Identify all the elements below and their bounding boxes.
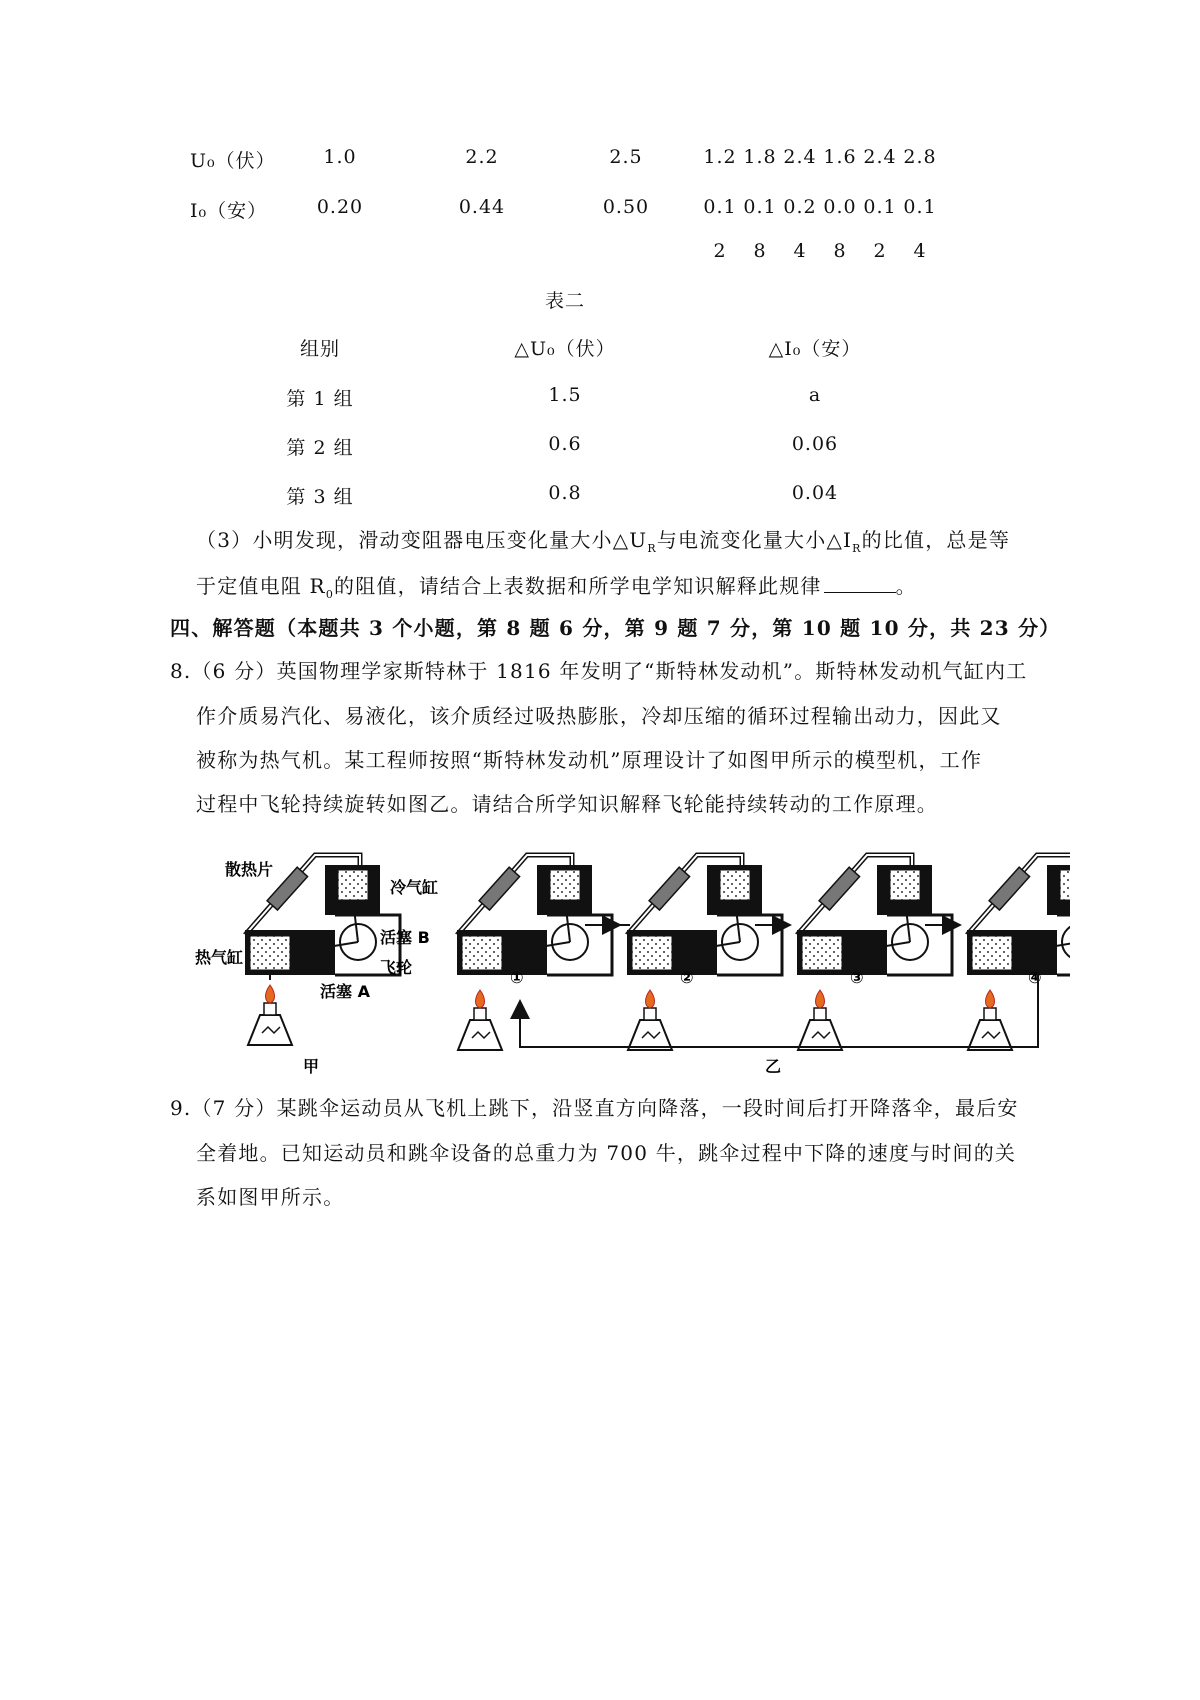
table2-cell: 第 3 组 <box>286 486 354 508</box>
table2-cell: 0.6 <box>548 433 582 455</box>
table2-header: △I₀（安） <box>768 338 862 360</box>
label-radiator: 散热片 <box>225 860 274 879</box>
diagram-step-4 <box>967 855 1070 1050</box>
row-u-extra: 2.4 <box>783 146 817 168</box>
table2-cell: a <box>808 384 822 406</box>
q3-line2: 于定值电阻 $R_0$的阻值，请结合上表数据和所学电学知识解释此规律 。 <box>196 574 917 601</box>
row-i-extra: 0.2 <box>783 196 817 218</box>
step-label: ④ <box>1028 968 1042 987</box>
row-u-cell: 1.0 <box>323 146 357 168</box>
table2-title: 表二 <box>544 290 585 312</box>
table2-cell: 0.04 <box>791 482 839 504</box>
label-flywheel: 飞轮 <box>380 958 413 977</box>
row-u-cell: 2.2 <box>465 146 499 168</box>
stirling-engine-figure <box>190 825 1070 1085</box>
diagram-step-1 <box>457 855 612 1050</box>
row-i-extra-wrap: 8 <box>833 240 847 262</box>
row-i-extra-wrap: 8 <box>753 240 767 262</box>
label-piston-a: 活塞 A <box>320 982 370 1001</box>
row-i-extra-wrap: 2 <box>873 240 887 262</box>
step-label: ① <box>510 968 524 987</box>
label-hot-cylinder: 热气缸 <box>195 948 244 967</box>
step-label: ② <box>680 968 694 987</box>
q9-line: 系如图甲所示。 <box>196 1185 345 1209</box>
row-u-extra: 1.6 <box>823 146 857 168</box>
q8-line: 8.（6 分）英国物理学家斯特林于 1816 年发明了“斯特林发动机”。斯特林发动机气缸内工 <box>170 659 1028 683</box>
row-u-extra: 1.2 <box>703 146 737 168</box>
label-cold-cylinder: 冷气缸 <box>390 878 439 897</box>
row-i-extra-wrap: 4 <box>793 240 807 262</box>
caption-jia: 甲 <box>303 1057 320 1076</box>
step-label: ③ <box>850 968 864 987</box>
caption-yi: 乙 <box>765 1057 782 1076</box>
q9-line: 全着地。已知运动员和跳伞设备的总重力为 700 牛，跳伞过程中下降的速度与时间的关 <box>196 1141 1017 1165</box>
row-i-label: I₀（安） <box>190 200 268 222</box>
row-i-cell: 0.20 <box>316 196 364 218</box>
section-heading: 四、解答题（本题共 3 个小题，第 8 题 6 分，第 9 题 7 分，第 10 题 10 分，共 23 分） <box>170 616 1061 640</box>
row-i-cell: 0.44 <box>458 196 506 218</box>
table2-cell: 0.8 <box>548 482 582 504</box>
q3-line1: （3）小明发现，滑动变阻器电压变化量大小$\triangle U_R$与电流变化量大小$\triangle I_R$的比值，总是等 <box>196 528 1011 555</box>
table2-cell: 第 1 组 <box>286 388 354 410</box>
table2-cell: 0.06 <box>791 433 839 455</box>
table2-header: 组别 <box>299 338 340 360</box>
row-i-extra-wrap: 4 <box>913 240 927 262</box>
q9-line: 9.（7 分）某跳伞运动员从飞机上跳下，沿竖直方向降落，一段时间后打开降落伞，最后安 <box>170 1096 1019 1120</box>
row-i-extra: 0.0 <box>823 196 857 218</box>
row-i-extra: 0.1 <box>903 196 937 218</box>
row-u-extra: 1.8 <box>743 146 777 168</box>
q8-line: 过程中飞轮持续旋转如图乙。请结合所学知识解释飞轮能持续转动的工作原理。 <box>196 792 938 816</box>
table2-cell: 1.5 <box>548 384 582 406</box>
row-u-cell: 2.5 <box>609 146 643 168</box>
diagram-step-3 <box>797 855 952 1050</box>
label-piston-b: 活塞 B <box>380 928 430 947</box>
row-i-extra-wrap: 2 <box>713 240 727 262</box>
row-u-extra: 2.4 <box>863 146 897 168</box>
q8-line: 被称为热气机。某工程师按照“斯特林发动机”原理设计了如图甲所示的模型机，工作 <box>196 748 983 772</box>
row-u-extra: 2.8 <box>903 146 937 168</box>
row-i-extra: 0.1 <box>863 196 897 218</box>
row-i-extra: 0.1 <box>743 196 777 218</box>
q8-line: 作介质易汽化、易液化，该介质经过吸热膨胀，冷却压缩的循环过程输出动力，因此又 <box>196 704 1002 728</box>
diagram-jia <box>245 855 400 1045</box>
row-i-cell: 0.50 <box>602 196 650 218</box>
diagram-step-2 <box>627 855 782 1050</box>
table2-header: △U₀（伏） <box>514 338 616 360</box>
row-i-extra: 0.1 <box>703 196 737 218</box>
answer-blank[interactable] <box>824 572 896 593</box>
row-u-label: U₀（伏） <box>190 150 276 172</box>
table2-cell: 第 2 组 <box>286 437 354 459</box>
